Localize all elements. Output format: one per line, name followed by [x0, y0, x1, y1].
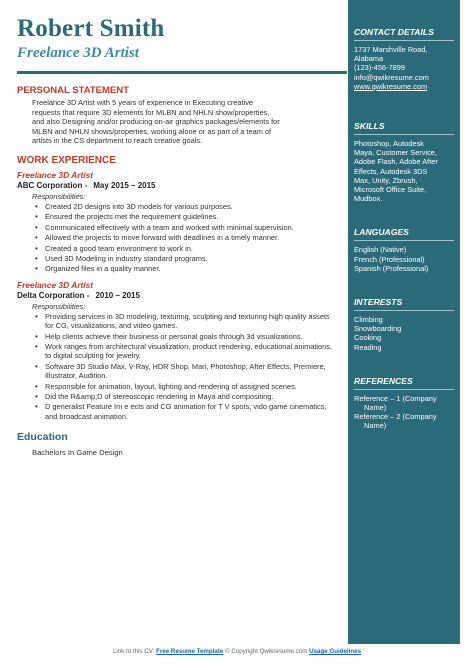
address-line: Alabama [354, 54, 384, 64]
skills-line: Max, Unity, Zbrush, [354, 175, 418, 185]
page-footer [0, 648, 474, 655]
references-list [354, 394, 456, 431]
language-item: French (Professional) [354, 254, 425, 264]
list-item: • Organized files in a quality manner. [32, 264, 337, 273]
interest-item: Climbing [354, 315, 383, 325]
list-item: • Providing services in 3D modeling, texturing, sculpting and texturing high quality assets for CG, visualizations, and video games. [32, 312, 337, 331]
statement-line: Freelance 3D Artist with 5 years of experience in Executing creative [32, 98, 254, 107]
languages-heading: LANGUAGES [354, 219, 454, 241]
email-address: info@qwikresume.com [354, 72, 429, 82]
contact-heading: CONTACT DETAILS [354, 0, 454, 41]
job-entry [17, 280, 337, 421]
website-link[interactable]: www.qwikresume.com [354, 81, 428, 91]
interest-item: Cooking [354, 333, 382, 343]
company-name: ABC Corporation - [17, 180, 88, 190]
statement-line: requests that require 3D elements for MLBN and NHLN show/properties, [32, 107, 270, 117]
list-item: • Ensured the projects met the requirement guidelines. [32, 212, 337, 221]
sidebar [348, 0, 460, 644]
education-item: Bachelors In Game Design [32, 448, 123, 458]
list-item: • Responsible for animation, layout, lighting and rendering of assigned scenes. [32, 382, 337, 391]
job-title: Freelance 3D Artist [17, 279, 94, 290]
language-item: Spanish (Professional) [354, 263, 429, 273]
free-resume-template-link[interactable]: Free Resume Template [156, 648, 224, 655]
list-item: • D generalist Feature Im e ects and CG animation for T V spots, vido game cinematics, and broadcast animation. [32, 402, 337, 421]
job-dates: May 2015 – 2015 [93, 180, 156, 190]
footer-prefix: Link to this CV: [112, 648, 155, 655]
list-item: • Created 2D designs into 3D models for various purposes. [32, 202, 337, 211]
skills-line: Photoshop, Autodesk [354, 139, 424, 149]
responsibilities-list [32, 202, 337, 274]
header-divider [17, 71, 347, 74]
skills-line: Maya, Customer Service, [354, 148, 437, 158]
address-line: 1737 Marshville Road, [354, 45, 428, 54]
interests-heading: INTERESTS [354, 289, 454, 311]
education-heading: Education [17, 431, 68, 444]
phone-number: (123)-456-7899 [354, 63, 405, 73]
language-item: English (Native) [354, 245, 407, 255]
skills-line: Adobe Flash, Adobe After [354, 157, 438, 167]
interest-item: Reading [354, 342, 382, 352]
reference-item: Reference – 1 (Company [354, 393, 437, 403]
job-company [17, 291, 337, 300]
company-name: Delta Corporation - [17, 290, 90, 300]
main-column [17, 14, 337, 457]
list-item: • Software 3D Studio Max, V-Ray, HDR Shop, Mari, Photoshop, After Effects, Premiere, Illustrator, Audition. [32, 362, 337, 381]
list-item: • Communicated effectively with a team and worked with minimal supervision. [32, 223, 337, 232]
job-title: Freelance 3D Artist [17, 169, 94, 180]
list-item: • Work ranges from architectural visualization, product rendering, educational animations, to digital sculpting for jewelry. [32, 342, 337, 361]
work-experience-heading: WORK EXPERIENCE [17, 154, 116, 166]
reference-item: Reference – 2 (Company [354, 412, 437, 422]
candidate-role: Freelance 3D Artist [17, 45, 139, 61]
references-heading: REFERENCES [354, 368, 454, 390]
responsibilities-list [32, 312, 337, 421]
job-company [17, 181, 337, 190]
candidate-name: Robert Smith [17, 15, 165, 42]
list-item: • Allowed the projects to move forward with deadlines in a timely manner. [32, 233, 337, 242]
reference-item-cont: Name) [364, 421, 387, 431]
skills-heading: SKILLS [354, 113, 454, 135]
statement-line: and also Designing and/or producing on-air graphics packages/elements for [32, 117, 280, 127]
statement-line: MLBN and NHLN shows/properties, working alone or as part of a team of [32, 126, 272, 136]
job-dates: 2010 – 2015 [95, 290, 140, 300]
list-item: • Used 3D Modeling in industry standard programs. [32, 254, 337, 263]
skills-line: Microsoft Office Suite, [354, 185, 427, 195]
interests-list [354, 315, 456, 352]
responsibilities-label: Responsibilities: [32, 301, 86, 311]
statement-line: artists in the CS department to reach creative goals. [32, 136, 203, 146]
contact-details [354, 45, 456, 91]
footer-copyright: © Copyright Qwikresume.com [225, 648, 308, 655]
responsibilities-label: Responsibilities: [32, 191, 86, 201]
languages-list [354, 245, 456, 273]
personal-statement-heading: PERSONAL STATEMENT [17, 85, 129, 96]
list-item: • Created a good team environment to work in. [32, 244, 337, 253]
skills-list [354, 139, 456, 203]
reference-item-cont: Name) [364, 403, 387, 413]
usage-guidelines-link[interactable]: Usage Guidelines [309, 648, 362, 655]
list-item: • Help clients achieve their business or personal goals through 3d visualizations. [32, 332, 337, 341]
personal-statement-text [32, 98, 337, 146]
skills-line: Effects, Autodesk 3DS [354, 166, 428, 176]
skills-line: Mudbox. [354, 194, 383, 204]
job-entry [17, 170, 337, 274]
list-item: • Did the R&amp;D of stereoscopic rendering in Maya and compositing. [32, 392, 337, 401]
interest-item: Snowboarding [354, 324, 402, 334]
